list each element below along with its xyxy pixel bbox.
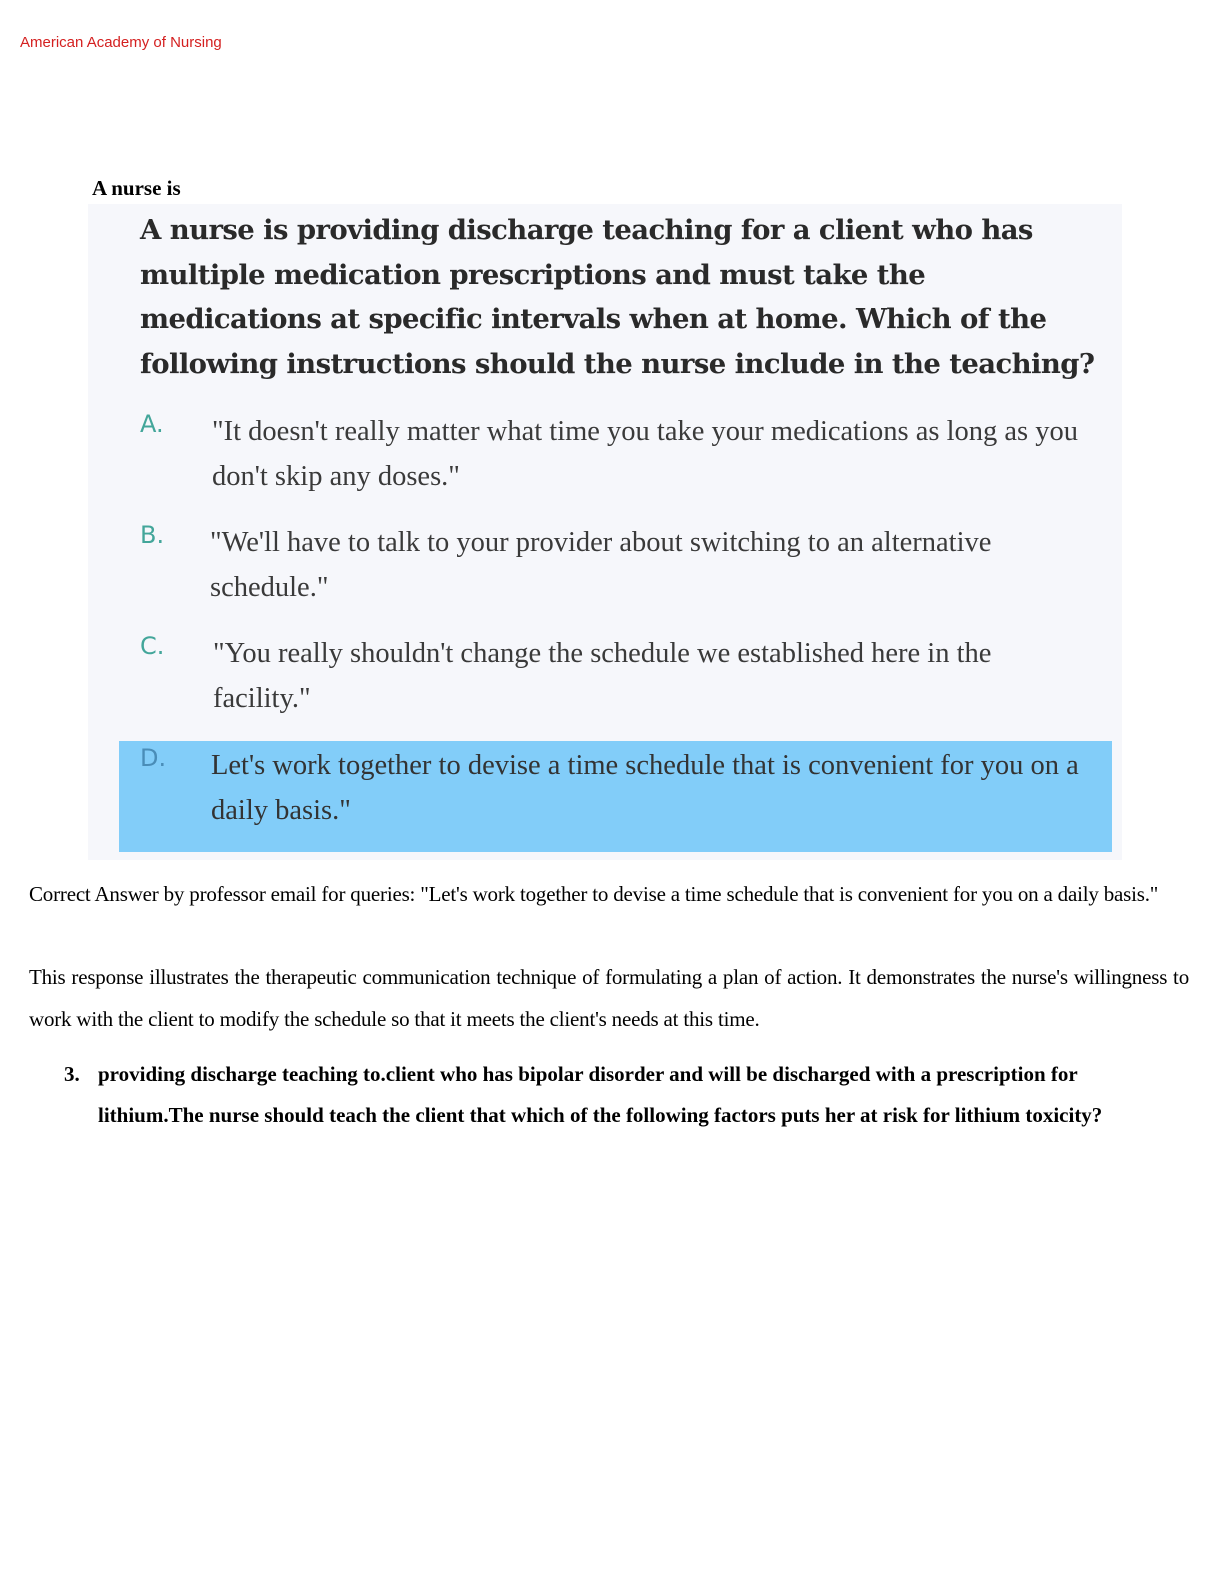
option-a-text: "It doesn't really matter what time you take your medications as long as you don't skip any doses." bbox=[212, 416, 1079, 492]
question-3-text: providing discharge teaching to.client who has bipolar disorder and will be discharged with a prescription for lithium.The nurse should teach the client that which of the following factors puts her at risk for lithium toxicity? bbox=[98, 1062, 1103, 1127]
question-image bbox=[88, 204, 1122, 860]
option-c-letter: C. bbox=[140, 632, 165, 660]
header-org: American Academy of Nursing bbox=[20, 34, 222, 51]
option-c-text: "You really shouldn't change the schedule we established here in the facility." bbox=[213, 638, 992, 714]
intro-label: A nurse is bbox=[92, 176, 181, 200]
option-d-text: Let's work together to devise a time schedule that is convenient for you on a daily basis." bbox=[211, 750, 1079, 826]
option-b-text: "We'll have to talk to your provider about switching to an alternative schedule." bbox=[210, 527, 992, 603]
option-b-letter: B. bbox=[140, 521, 165, 549]
option-a-letter: A. bbox=[140, 410, 164, 438]
explanation-paragraph: This response illustrates the therapeutic communication technique of formulating a plan of action. It demonstrates the nurse's willingness to work with the client to modify the schedule so that it meets the client's needs at this time. bbox=[29, 965, 1189, 1031]
correct-answer-paragraph: Correct Answer by professor email for queries: "Let's work together to devise a time schedule that is convenient for you on a daily basis." bbox=[29, 882, 1159, 906]
question-stem: A nurse is providing discharge teaching for a client who has multiple medication prescriptions and must take the medications at specific intervals when at home. Which of the following instructions should the nurse include in the teaching? bbox=[140, 214, 1095, 380]
option-d-letter: D. bbox=[140, 744, 167, 772]
question-3-number: 3. bbox=[64, 1062, 80, 1086]
